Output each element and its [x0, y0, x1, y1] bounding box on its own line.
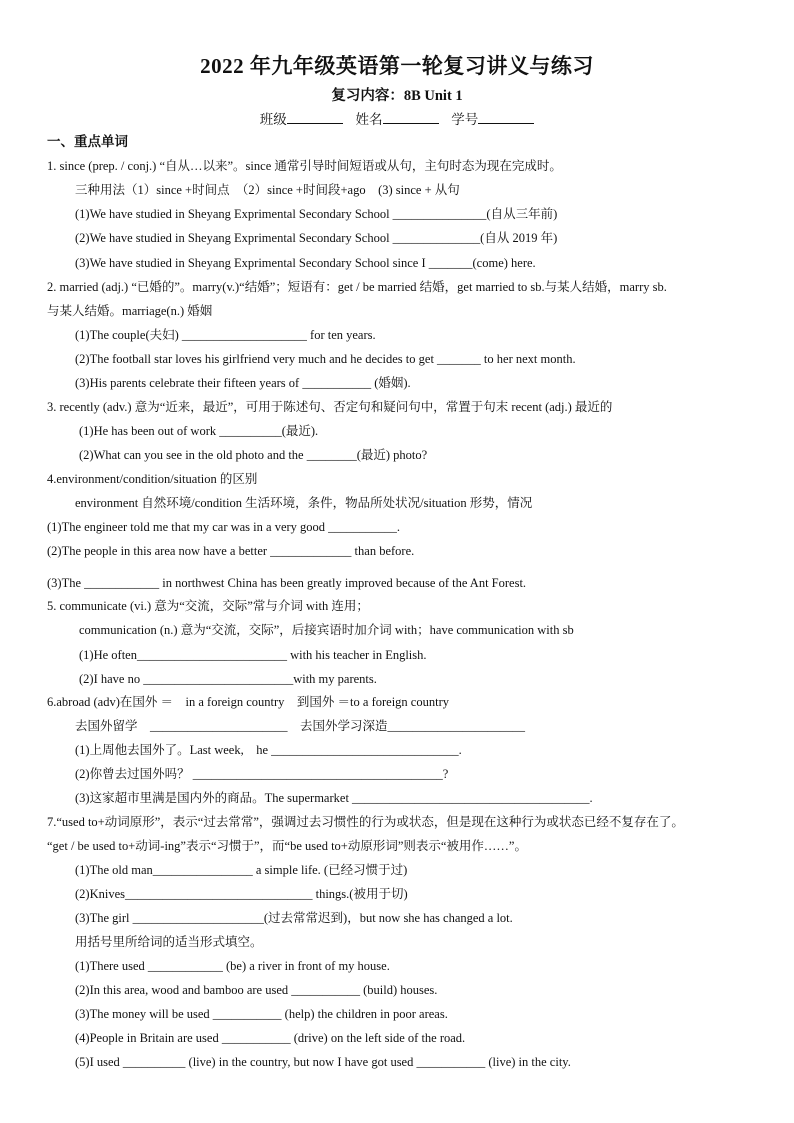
worksheet-line: communication (n.) 意为“交流，交际”，后接宾语时加介词 with；have communication with sb	[79, 623, 574, 637]
worksheet-line: (1)He has been out of work __________(最近).	[79, 424, 319, 438]
worksheet-line: 用括号里所给词的适当形式填空。	[75, 935, 263, 949]
student-info-line	[0, 108, 794, 128]
worksheet-line: (1)The couple(夫妇) ____________________ for ten years.	[75, 328, 376, 342]
worksheet-line: (1)There used ____________ (be) a river in front of my house.	[75, 959, 390, 973]
worksheet-line: 去国外留学 ______________________ 去国外学习深造______________________	[75, 719, 526, 733]
worksheet-line: (2)I have no ________________________with my parents.	[79, 672, 377, 686]
worksheet-line: (2)In this area, wood and bamboo are used ___________ (build) houses.	[75, 983, 438, 997]
worksheet-line: environment 自然环境/condition 生活环境，条件，物品所处状况/situation 形势，情况	[75, 496, 533, 510]
number-field[interactable]	[478, 109, 534, 124]
worksheet-line: 三种用法（1）since +时间点 （2）since +时间段+ago (3) since + 从句	[75, 183, 460, 197]
worksheet-line: (1)The engineer told me that my car was in a very good ___________.	[47, 520, 401, 534]
name-label: 姓名	[355, 112, 383, 127]
worksheet-line: (3)这家超市里满是国内外的商品。The supermarket ______________________________________.	[75, 791, 593, 805]
worksheet-line: 3. recently (adv.) 意为“近来，最近”，可用于陈述句、否定句和疑问句中，常置于句末 recent (adj.) 最近的	[47, 400, 613, 414]
worksheet-line: “get / be used to+动词-ing”表示“习惯于”，而“be used to+动原形词”则表示“被用作……”。	[47, 839, 527, 853]
class-label: 班级	[259, 112, 287, 127]
worksheet-line: (3)The girl _____________________(过去常常迟到)，but now she has changed a lot.	[75, 911, 513, 925]
page-subtitle: 复习内容：8B Unit 1	[331, 88, 463, 104]
number-label: 学号	[451, 112, 479, 127]
worksheet-line: 2. married (adj.) “已婚的”。marry(v.)“结婚”；短语有：get / be married 结婚，get married to sb.与某人结婚，marry sb.	[47, 280, 667, 294]
worksheet-line: 7.“used to+动词原形”，表示“过去常常”，强调过去习惯性的行为或状态，但是现在这种行为或状态已经不复存在了。	[47, 815, 684, 829]
worksheet-line: (4)People in Britain are used ___________ (drive) on the left side of the road.	[75, 1031, 466, 1045]
worksheet-line: (3)The money will be used ___________ (help) the children in poor areas.	[75, 1007, 448, 1021]
worksheet-line: 与某人结婚。marriage(n.) 婚姻	[47, 304, 213, 318]
worksheet-line: 1. since (prep. / conj.) “自从…以来”。since 通常引导时间短语或从句，主句时态为现在完成时。	[47, 159, 562, 173]
worksheet-line: (2)What can you see in the old photo and the ________(最近) photo?	[79, 448, 428, 462]
worksheet-line: (1)He often________________________ with his teacher in English.	[79, 648, 427, 662]
worksheet-line: (1)We have studied in Sheyang Exprimental Secondary School _______________(自从三年前)	[75, 207, 558, 221]
worksheet-line: (2)The football star loves his girlfriend very much and he decides to get _______ to her next month.	[75, 352, 576, 366]
name-field[interactable]	[383, 109, 439, 124]
worksheet-line: 5. communicate (vi.) 意为“交流，交际”常与介词 with 连用；	[47, 599, 369, 613]
page-title: 2022 年九年级英语第一轮复习讲义与练习	[200, 54, 594, 78]
worksheet-line: 4.environment/condition/situation 的区别	[47, 472, 258, 486]
worksheet-line: (5)I used __________ (live) in the country, but now I have got used ___________ (live) in the city.	[75, 1055, 571, 1069]
worksheet-line: (2)We have studied in Sheyang Exprimental Secondary School ______________(自从 2019 年)	[75, 231, 558, 245]
section-heading: 一、重点单词	[47, 134, 128, 149]
class-field[interactable]	[287, 109, 343, 124]
worksheet-line: (1)上周他去国外了。Last week, he ______________________________.	[75, 743, 462, 757]
worksheet-line: 6.abroad (adv)在国外 ＝ in a foreign country 到国外 ＝to a foreign country	[47, 695, 449, 709]
worksheet-line: (1)The old man________________ a simple life. (已经习惯于过)	[75, 863, 408, 877]
worksheet-line: (3)The ____________ in northwest China has been greatly improved because of the Ant Forest.	[47, 576, 527, 590]
worksheet-line: (2)The people in this area now have a better _____________ than before.	[47, 544, 415, 558]
worksheet-line: (2)Knives______________________________ things.(被用于切)	[75, 887, 408, 901]
worksheet-line: (3)His parents celebrate their fifteen years of ___________ (婚姻).	[75, 376, 411, 390]
worksheet-line: (3)We have studied in Sheyang Exprimental Secondary School since I _______(come) here.	[75, 256, 536, 270]
worksheet-line: (2)你曾去过国外吗？ ________________________________________?	[75, 767, 449, 781]
